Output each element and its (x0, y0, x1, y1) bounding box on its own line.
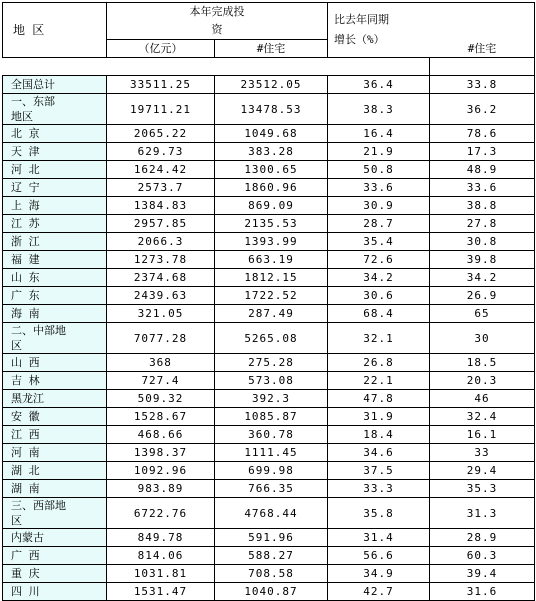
investment-housing: 1085.87 (215, 408, 328, 426)
growth-total: 56.6 (328, 547, 430, 565)
investment-total: 1273.78 (107, 251, 215, 269)
investment-housing: 287.49 (215, 305, 328, 323)
growth-total: 31.4 (328, 529, 430, 547)
region-name: 上 海 (3, 197, 107, 215)
growth-housing: 31.6 (430, 583, 535, 601)
growth-housing: 17.3 (430, 143, 535, 161)
growth-housing: 33.8 (430, 76, 535, 94)
investment-table (2, 2, 535, 601)
investment-housing: 699.98 (215, 462, 328, 480)
investment-total: 33511.25 (107, 76, 215, 94)
region-name: 黑龙江 (3, 390, 107, 408)
region-name: 天 津 (3, 143, 107, 161)
table-row (3, 462, 535, 480)
table-row (3, 444, 535, 462)
investment-housing: 13478.53 (215, 94, 328, 125)
investment-housing: 2135.53 (215, 215, 328, 233)
region-name: 山 西 (3, 354, 107, 372)
growth-total: 31.9 (328, 408, 430, 426)
growth-housing: 34.2 (430, 269, 535, 287)
region-name: 全国总计 (3, 76, 107, 94)
investment-total: 814.06 (107, 547, 215, 565)
growth-housing: 48.9 (430, 161, 535, 179)
investment-total: 6722.76 (107, 498, 215, 529)
table-row (3, 269, 535, 287)
header-growth-line2: 增长（%） (334, 33, 385, 46)
growth-housing: 39.8 (430, 251, 535, 269)
region-name (3, 498, 107, 529)
table-body (3, 76, 535, 601)
region-name-line2: 区 (11, 514, 22, 527)
table-row (3, 197, 535, 215)
table-row (3, 179, 535, 197)
table-row (3, 76, 535, 94)
investment-housing: 573.08 (215, 372, 328, 390)
region-name: 山 东 (3, 269, 107, 287)
growth-housing: 39.4 (430, 565, 535, 583)
investment-housing: 869.09 (215, 197, 328, 215)
growth-housing: 20.3 (430, 372, 535, 390)
growth-housing: 35.3 (430, 480, 535, 498)
investment-housing: 708.58 (215, 565, 328, 583)
table-row (3, 215, 535, 233)
region-name-line1: 一、东部 (11, 95, 55, 108)
table-row (3, 408, 535, 426)
investment-housing: 591.96 (215, 529, 328, 547)
investment-housing: 1111.45 (215, 444, 328, 462)
growth-total: 28.7 (328, 215, 430, 233)
growth-housing: 27.8 (430, 215, 535, 233)
region-name: 河 南 (3, 444, 107, 462)
region-name (3, 94, 107, 125)
investment-total: 2374.68 (107, 269, 215, 287)
region-name (3, 323, 107, 354)
region-name: 辽 宁 (3, 179, 107, 197)
growth-total: 33.6 (328, 179, 430, 197)
table-row (3, 125, 535, 143)
investment-housing: 1300.65 (215, 161, 328, 179)
investment-total: 1624.42 (107, 161, 215, 179)
investment-total: 849.78 (107, 529, 215, 547)
table-row (3, 547, 535, 565)
investment-housing: 588.27 (215, 547, 328, 565)
growth-total: 21.9 (328, 143, 430, 161)
header-unit: （亿元） (107, 40, 215, 58)
region-name: 福 建 (3, 251, 107, 269)
growth-total: 34.2 (328, 269, 430, 287)
investment-total: 2573.7 (107, 179, 215, 197)
region-name: 吉 林 (3, 372, 107, 390)
investment-housing: 383.28 (215, 143, 328, 161)
growth-housing: 30 (430, 323, 535, 354)
growth-housing: 60.3 (430, 547, 535, 565)
region-name: 北 京 (3, 125, 107, 143)
investment-housing: 1860.96 (215, 179, 328, 197)
table-row (3, 480, 535, 498)
growth-housing: 65 (430, 305, 535, 323)
investment-total: 7077.28 (107, 323, 215, 354)
investment-total: 2066.3 (107, 233, 215, 251)
growth-housing: 29.4 (430, 462, 535, 480)
investment-total: 468.66 (107, 426, 215, 444)
region-name: 内蒙古 (3, 529, 107, 547)
investment-total: 1398.37 (107, 444, 215, 462)
region-name: 浙 江 (3, 233, 107, 251)
header-growth-line1: 比去年同期 (334, 13, 389, 26)
growth-total: 35.8 (328, 498, 430, 529)
investment-total: 19711.21 (107, 94, 215, 125)
region-name: 海 南 (3, 305, 107, 323)
growth-total: 34.9 (328, 565, 430, 583)
region-name: 江 苏 (3, 215, 107, 233)
growth-total: 36.4 (328, 76, 430, 94)
growth-housing: 78.6 (430, 125, 535, 143)
table-row (3, 143, 535, 161)
investment-total: 509.32 (107, 390, 215, 408)
growth-housing: 33.6 (430, 179, 535, 197)
region-name: 湖 北 (3, 462, 107, 480)
investment-total: 629.73 (107, 143, 215, 161)
growth-housing: 33 (430, 444, 535, 462)
region-name: 江 西 (3, 426, 107, 444)
table-row (3, 161, 535, 179)
investment-housing: 1722.52 (215, 287, 328, 305)
growth-housing: 18.5 (430, 354, 535, 372)
growth-total: 33.3 (328, 480, 430, 498)
growth-housing: 38.8 (430, 197, 535, 215)
investment-housing: 1812.15 (215, 269, 328, 287)
investment-housing: 4768.44 (215, 498, 328, 529)
growth-total: 34.6 (328, 444, 430, 462)
growth-total: 30.6 (328, 287, 430, 305)
growth-housing: 28.9 (430, 529, 535, 547)
growth-total: 42.7 (328, 583, 430, 601)
investment-total: 1092.96 (107, 462, 215, 480)
growth-total: 50.8 (328, 161, 430, 179)
growth-total: 18.4 (328, 426, 430, 444)
table-row (3, 354, 535, 372)
region-name: 广 西 (3, 547, 107, 565)
table-row (3, 583, 535, 601)
investment-housing: 275.28 (215, 354, 328, 372)
growth-housing: 31.3 (430, 498, 535, 529)
investment-housing: 1040.87 (215, 583, 328, 601)
growth-total: 26.8 (328, 354, 430, 372)
growth-total: 30.9 (328, 197, 430, 215)
growth-housing: 16.1 (430, 426, 535, 444)
investment-total: 2065.22 (107, 125, 215, 143)
region-name: 四 川 (3, 583, 107, 601)
table-row (3, 251, 535, 269)
growth-total: 38.3 (328, 94, 430, 125)
investment-total: 1384.83 (107, 197, 215, 215)
header-housing-growth: #住宅 (430, 40, 535, 58)
table-row (3, 426, 535, 444)
investment-total: 2439.63 (107, 287, 215, 305)
region-name: 重 庆 (3, 565, 107, 583)
region-name-line2: 地区 (11, 110, 33, 123)
header-investment-line2: 资 (211, 23, 223, 36)
region-name: 广 东 (3, 287, 107, 305)
header-housing: #住宅 (215, 40, 328, 58)
header-region: 地 区 (3, 3, 107, 58)
header-investment-line1: 本年完成投 (189, 5, 245, 18)
table-row (3, 94, 535, 125)
table-row (3, 390, 535, 408)
growth-total: 68.4 (328, 305, 430, 323)
table-row (3, 498, 535, 529)
investment-total: 1031.81 (107, 565, 215, 583)
growth-housing: 46 (430, 390, 535, 408)
growth-housing: 36.2 (430, 94, 535, 125)
growth-total: 72.6 (328, 251, 430, 269)
investment-housing: 360.78 (215, 426, 328, 444)
investment-housing: 5265.08 (215, 323, 328, 354)
region-name-line1: 二、中部地 (11, 324, 66, 337)
growth-total: 37.5 (328, 462, 430, 480)
investment-housing: 1393.99 (215, 233, 328, 251)
growth-housing: 30.8 (430, 233, 535, 251)
investment-housing: 663.19 (215, 251, 328, 269)
investment-total: 321.05 (107, 305, 215, 323)
table-row (3, 565, 535, 583)
investment-total: 2957.85 (107, 215, 215, 233)
investment-housing: 392.3 (215, 390, 328, 408)
region-name: 湖 南 (3, 480, 107, 498)
table-row (3, 233, 535, 251)
investment-total: 368 (107, 354, 215, 372)
table-header (3, 3, 535, 76)
table-row (3, 372, 535, 390)
investment-total: 1531.47 (107, 583, 215, 601)
growth-total: 32.1 (328, 323, 430, 354)
header-investment (107, 3, 328, 40)
table-row (3, 287, 535, 305)
growth-housing: 26.9 (430, 287, 535, 305)
growth-total: 22.1 (328, 372, 430, 390)
growth-total: 47.8 (328, 390, 430, 408)
region-name: 河 北 (3, 161, 107, 179)
investment-housing: 23512.05 (215, 76, 328, 94)
investment-total: 1528.67 (107, 408, 215, 426)
table-row (3, 529, 535, 547)
region-name-line1: 三、西部地 (11, 499, 66, 512)
table-row (3, 323, 535, 354)
table-row (3, 305, 535, 323)
investment-total: 983.89 (107, 480, 215, 498)
investment-housing: 766.35 (215, 480, 328, 498)
region-name: 安 徽 (3, 408, 107, 426)
investment-housing: 1049.68 (215, 125, 328, 143)
growth-housing: 32.4 (430, 408, 535, 426)
investment-total: 727.4 (107, 372, 215, 390)
growth-total: 16.4 (328, 125, 430, 143)
growth-total: 35.4 (328, 233, 430, 251)
region-name-line2: 区 (11, 339, 22, 352)
